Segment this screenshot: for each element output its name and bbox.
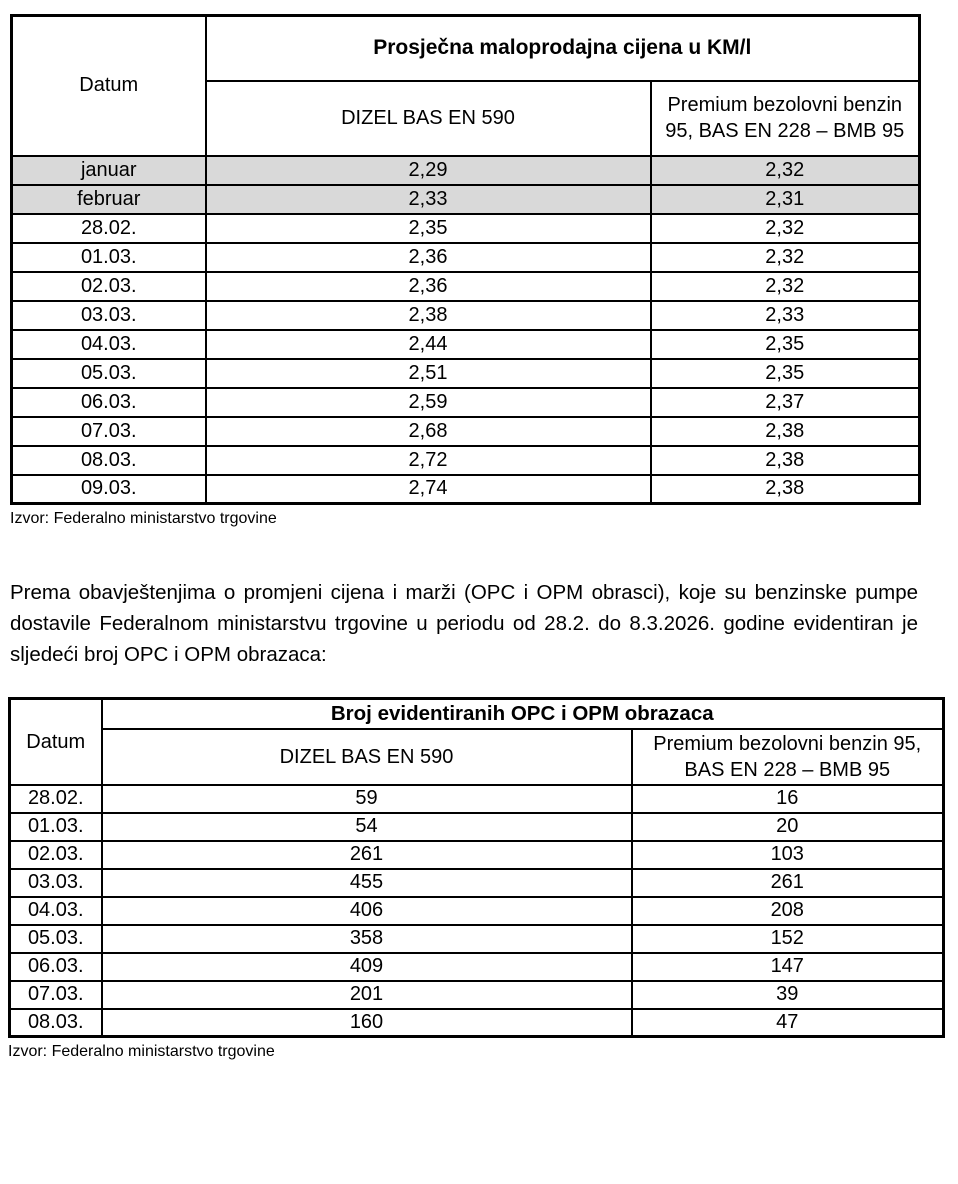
dizel-value-cell: 160 <box>102 1009 632 1037</box>
table-row <box>10 981 944 1009</box>
dizel-value-cell: 2,68 <box>206 417 651 446</box>
premium-value-cell: 2,38 <box>651 417 920 446</box>
dizel-value-cell: 455 <box>102 869 632 897</box>
dizel-value-cell: 2,33 <box>206 185 651 214</box>
premium-value-cell: 2,35 <box>651 330 920 359</box>
premium-value-cell: 2,32 <box>651 214 920 243</box>
date-cell: februar <box>12 185 206 214</box>
column-header-dizel: DIZEL BAS EN 590 <box>206 81 651 156</box>
column-header-datum: Datum <box>10 699 102 785</box>
table-row <box>10 841 944 869</box>
dizel-value-cell: 261 <box>102 841 632 869</box>
premium-value-cell: 2,31 <box>651 185 920 214</box>
dizel-value-cell: 2,35 <box>206 214 651 243</box>
dizel-value-cell: 2,74 <box>206 475 651 504</box>
retail-price-table-body <box>12 156 920 504</box>
table-header-row <box>12 16 920 81</box>
table-row <box>12 156 920 185</box>
dizel-value-cell: 2,38 <box>206 301 651 330</box>
table-row <box>12 417 920 446</box>
table-group-title: Broj evidentiranih OPC i OPM obrazaca <box>102 699 944 729</box>
date-cell: 02.03. <box>10 841 102 869</box>
date-cell: 05.03. <box>10 925 102 953</box>
date-cell: 06.03. <box>10 953 102 981</box>
table2-source-note: Izvor: Federalno ministarstvo trgovine <box>8 1043 275 1061</box>
table-row <box>12 243 920 272</box>
table-row <box>10 1009 944 1037</box>
premium-value-cell: 2,32 <box>651 243 920 272</box>
date-cell: 28.02. <box>10 785 102 813</box>
date-cell: 03.03. <box>10 869 102 897</box>
table-header-row <box>10 699 944 729</box>
table-row <box>12 185 920 214</box>
date-cell: 07.03. <box>10 981 102 1009</box>
dizel-value-cell: 2,59 <box>206 388 651 417</box>
premium-value-cell: 2,38 <box>651 446 920 475</box>
table-row <box>12 214 920 243</box>
table-row <box>12 330 920 359</box>
dizel-value-cell: 2,44 <box>206 330 651 359</box>
table-row <box>12 272 920 301</box>
table-row <box>10 869 944 897</box>
dizel-value-cell: 2,29 <box>206 156 651 185</box>
premium-value-cell: 2,37 <box>651 388 920 417</box>
table-row <box>12 446 920 475</box>
premium-value-cell: 16 <box>632 785 944 813</box>
date-cell: 02.03. <box>12 272 206 301</box>
document-page <box>0 14 958 1184</box>
dizel-value-cell: 409 <box>102 953 632 981</box>
form-count-table-body <box>10 785 944 1037</box>
date-cell: 01.03. <box>12 243 206 272</box>
premium-value-cell: 2,32 <box>651 156 920 185</box>
premium-value-cell: 2,35 <box>651 359 920 388</box>
date-cell: 06.03. <box>12 388 206 417</box>
date-cell: 04.03. <box>10 897 102 925</box>
date-cell: januar <box>12 156 206 185</box>
column-header-premium: Premium bezolovni benzin 95, BAS EN 228 – BMB 95 <box>632 729 944 785</box>
date-cell: 03.03. <box>12 301 206 330</box>
premium-value-cell: 261 <box>632 869 944 897</box>
date-cell: 01.03. <box>10 813 102 841</box>
premium-value-cell: 39 <box>632 981 944 1009</box>
dizel-value-cell: 54 <box>102 813 632 841</box>
table-row <box>10 925 944 953</box>
date-cell: 08.03. <box>12 446 206 475</box>
dizel-value-cell: 358 <box>102 925 632 953</box>
premium-value-cell: 2,33 <box>651 301 920 330</box>
premium-value-cell: 152 <box>632 925 944 953</box>
table-row <box>12 388 920 417</box>
table1-source-note: Izvor: Federalno ministarstvo trgovine <box>10 510 277 527</box>
premium-value-cell: 208 <box>632 897 944 925</box>
premium-value-cell: 47 <box>632 1009 944 1037</box>
dizel-value-cell: 406 <box>102 897 632 925</box>
date-cell: 08.03. <box>10 1009 102 1037</box>
premium-value-cell: 2,32 <box>651 272 920 301</box>
table-row <box>12 359 920 388</box>
column-header-premium: Premium bezolovni benzin 95, BAS EN 228 – BMB 95 <box>651 81 920 156</box>
date-cell: 07.03. <box>12 417 206 446</box>
premium-value-cell: 147 <box>632 953 944 981</box>
body-paragraph: Prema obavještenjima o promjeni cijena i marži (OPC i OPM obrasci), koje su benzinske pumpe dostavile Federalnom ministarstvu trgovine u periodu od 28.2. do 8.3.2026. godine evidentiran je sljedeći broj OPC i OPM obrazaca: <box>10 581 918 666</box>
date-cell: 09.03. <box>12 475 206 504</box>
date-cell: 28.02. <box>12 214 206 243</box>
dizel-value-cell: 2,51 <box>206 359 651 388</box>
dizel-value-cell: 2,36 <box>206 272 651 301</box>
premium-value-cell: 2,38 <box>651 475 920 504</box>
table-group-title: Prosječna maloprodajna cijena u KM/l <box>206 16 920 81</box>
table-row <box>10 897 944 925</box>
table-row <box>10 953 944 981</box>
dizel-value-cell: 2,36 <box>206 243 651 272</box>
column-header-datum: Datum <box>12 16 206 156</box>
premium-value-cell: 103 <box>632 841 944 869</box>
table-row <box>12 301 920 330</box>
column-header-dizel: DIZEL BAS EN 590 <box>102 729 632 785</box>
dizel-value-cell: 201 <box>102 981 632 1009</box>
date-cell: 04.03. <box>12 330 206 359</box>
date-cell: 05.03. <box>12 359 206 388</box>
table-row <box>12 475 920 504</box>
table-subheader-row <box>10 729 944 785</box>
dizel-value-cell: 2,72 <box>206 446 651 475</box>
premium-value-cell: 20 <box>632 813 944 841</box>
table-row <box>10 785 944 813</box>
table-row <box>10 813 944 841</box>
retail-price-table <box>10 14 921 505</box>
dizel-value-cell: 59 <box>102 785 632 813</box>
form-count-table <box>8 697 945 1038</box>
